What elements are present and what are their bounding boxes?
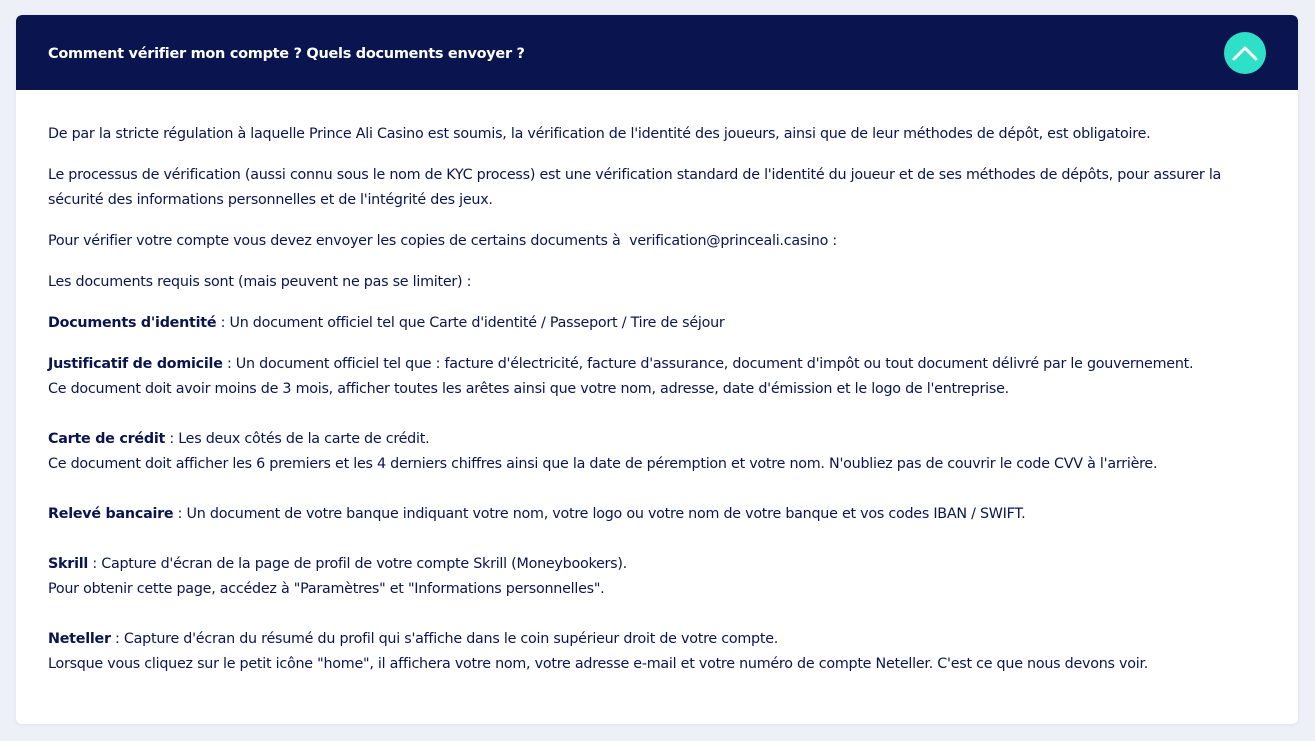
document-text: : Les deux côtés de la carte de crédit. — [165, 431, 430, 447]
faq-question-title[interactable]: Comment vérifier mon compte ? Quels documents envoyer ? — [48, 46, 525, 62]
document-text: : Un document officiel tel que : facture d'électricité, facture d'assurance, document d'impôt ou tout document délivré par le gouvernement. — [222, 356, 1194, 372]
document-label: Carte de crédit — [48, 431, 166, 447]
document-proof-of-address — [48, 352, 1274, 402]
document-label: Skrill — [48, 556, 89, 572]
document-credit-card — [48, 427, 1274, 477]
document-text: : Capture d'écran de la page de profil de votre compte Skrill (Moneybookers). — [88, 556, 627, 572]
document-skrill — [48, 552, 1274, 602]
document-extra: Ce document doit afficher les 6 premiers et les 4 derniers chiffres ainsi que la date de péremption et votre nom. N'oubliez pas de couvrir le code CVV à l'arrière. — [48, 456, 1158, 472]
faq-header[interactable] — [16, 15, 1298, 90]
document-label: Neteller — [48, 631, 111, 647]
document-text: : Un document officiel tel que Carte d'identité / Passeport / Tire de séjour — [216, 315, 725, 331]
document-bank-statement — [48, 502, 1274, 527]
document-label: Relevé bancaire — [48, 506, 174, 522]
verify-instructions — [48, 229, 1274, 254]
verify-suffix: : — [832, 233, 837, 249]
document-identity — [48, 311, 1274, 336]
required-documents-intro: Les documents requis sont (mais peuvent ne pas se limiter) : — [48, 274, 472, 290]
faq-item — [16, 15, 1298, 724]
verify-text: Pour vérifier votre compte vous devez envoyer les copies de certains documents à — [48, 233, 621, 249]
verification-email-link[interactable]: verification@princeali.casino — [629, 233, 829, 249]
document-extra: Pour obtenir cette page, accédez à "Paramètres" et "Informations personnelles". — [48, 581, 605, 597]
document-label: Justificatif de domicile — [48, 356, 223, 372]
document-extra: Ce document doit avoir moins de 3 mois, afficher toutes les arêtes ainsi que votre nom, adresse, date d'émission et le logo de l'entreprise. — [48, 381, 1009, 397]
document-text: : Capture d'écran du résumé du profil qui s'affiche dans le coin supérieur droit de votre compte. — [110, 631, 779, 647]
document-extra: Lorsque vous cliquez sur le petit icône "home", il affichera votre nom, votre adresse e-mail et votre numéro de compte Neteller. C'est ce que nous devons voir. — [48, 656, 1149, 672]
collapse-toggle-button[interactable] — [1224, 32, 1266, 74]
document-label: Documents d'identité — [48, 315, 217, 331]
intro-paragraph-regulation: De par la stricte régulation à laquelle Prince Ali Casino est soumis, la vérification de l'identité des joueurs, ainsi que de leur méthodes de dépôt, est obligatoire. — [48, 126, 1151, 142]
chevron-up-icon — [1232, 45, 1258, 61]
document-neteller — [48, 627, 1274, 677]
faq-answer — [16, 90, 1274, 677]
document-text: : Un document de votre banque indiquant votre nom, votre logo ou votre nom de votre banque et vos codes IBAN / SWIFT. — [173, 506, 1026, 522]
intro-paragraph-kyc: Le processus de vérification (aussi connu sous le nom de KYC process) est une vérification standard de l'identité du joueur et de ses méthodes de dépôts, pour assurer la sécurité des informations personnelles et de l'intégrité des jeux. — [48, 167, 1222, 208]
